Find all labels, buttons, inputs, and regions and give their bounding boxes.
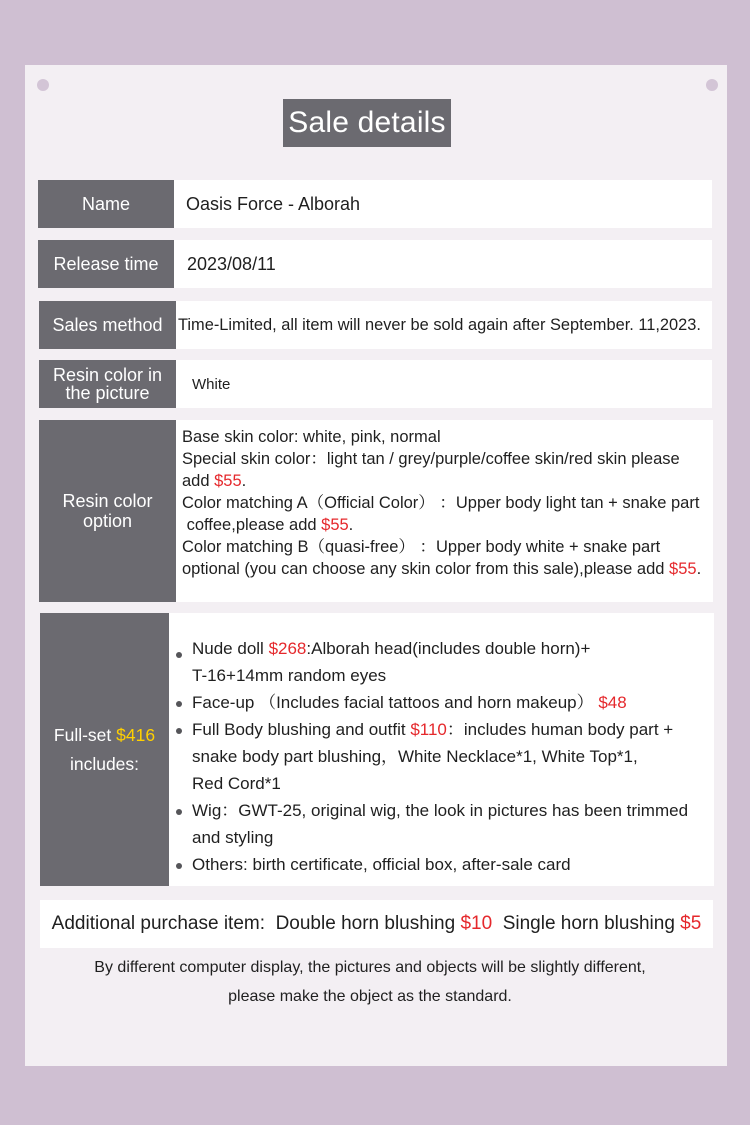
row-name-value: Oasis Force - Alborah: [174, 180, 712, 228]
resin-option-line: coffee,please add $55.: [182, 516, 354, 534]
price-tag: $5: [680, 913, 702, 934]
row-full-set-label: [40, 613, 169, 886]
note-line-2: please make the object as the standard.: [228, 988, 512, 1005]
row-resin-picture-label-line2: the picture: [65, 383, 150, 403]
additional-purchase: [40, 900, 713, 948]
row-resin-option-label-line1: Resin color: [62, 491, 153, 511]
resin-option-line: add $55.: [182, 472, 247, 490]
row-resin-picture-label-line1: Resin color in: [52, 365, 163, 385]
additional-label: Additional purchase item:: [51, 913, 266, 934]
list-item: Full Body blushing and outfit $110：includes human body part + snake body part blushing，White Necklace*1, White Top*1, Red Cord*1: [175, 716, 688, 797]
sale-details-card: [25, 65, 727, 1066]
list-item: Nude doll $268:Alborah head(includes double horn)+ T-16+14mm random eyes: [175, 635, 688, 689]
row-resin-option: [39, 420, 713, 602]
price-tag: $268: [268, 639, 307, 658]
full-set-label-line1: Full-set $416: [53, 724, 156, 745]
row-sales-method-value: Time-Limited, all item will never be sold again after September. 11,2023.: [176, 301, 712, 349]
row-release-label: Release time: [38, 240, 174, 288]
full-set-list: [169, 613, 696, 878]
row-resin-picture-value: White: [176, 360, 712, 408]
full-set-price: $416: [116, 724, 156, 745]
price-tag: $55: [214, 472, 242, 490]
price-tag: $10: [460, 913, 493, 934]
resin-option-line: Color matching B（quasi-free） ：Upper body white + snake part: [182, 538, 661, 556]
row-sales-method: [39, 301, 712, 349]
row-release-value: 2023/08/11: [174, 240, 712, 288]
resin-option-line: optional (you can choose any skin color from this sale),please add $55.: [182, 560, 702, 578]
full-set-label-line2: includes:: [69, 753, 140, 774]
row-sales-method-label: Sales method: [39, 301, 176, 349]
row-release: [38, 240, 712, 288]
row-resin-picture: [39, 360, 712, 408]
pin-right: [706, 79, 718, 91]
resin-option-line: Special skin color：light tan / grey/purple/coffee skin/red skin please: [182, 450, 680, 468]
price-tag: $48: [598, 693, 627, 712]
list-item: Face-up （Includes facial tattoos and horn makeup） $48: [175, 689, 688, 716]
note-line-1: By different computer display, the pictures and objects will be slightly different,: [94, 959, 646, 976]
row-name: [38, 180, 712, 228]
list-item: Wig：GWT-25, original wig, the look in pictures has been trimmed and styling: [175, 797, 688, 851]
row-name-label: Name: [38, 180, 174, 228]
additional-item-1: Double horn blushing: [275, 913, 456, 934]
row-full-set: [40, 613, 714, 886]
row-resin-option-value: [176, 420, 713, 602]
resin-option-line: Base skin color: white, pink, normal: [182, 428, 441, 446]
pin-left: [37, 79, 49, 91]
list-item: Others: birth certificate, official box, after-sale card: [175, 851, 688, 878]
price-tag: $55: [669, 560, 697, 578]
disclaimer-note: [25, 953, 715, 1011]
additional-item-2: Single horn blushing: [502, 913, 675, 934]
row-resin-option-label: [39, 420, 176, 602]
page-title: Sale details: [283, 99, 451, 147]
price-tag: $55: [321, 516, 349, 534]
row-full-set-value: [169, 613, 714, 886]
row-resin-option-label-line2: option: [82, 511, 133, 531]
resin-option-line: Color matching A（Official Color） ：Upper body light tan + snake part: [182, 494, 700, 512]
row-resin-picture-label: [39, 360, 176, 408]
price-tag: $110: [410, 720, 447, 739]
